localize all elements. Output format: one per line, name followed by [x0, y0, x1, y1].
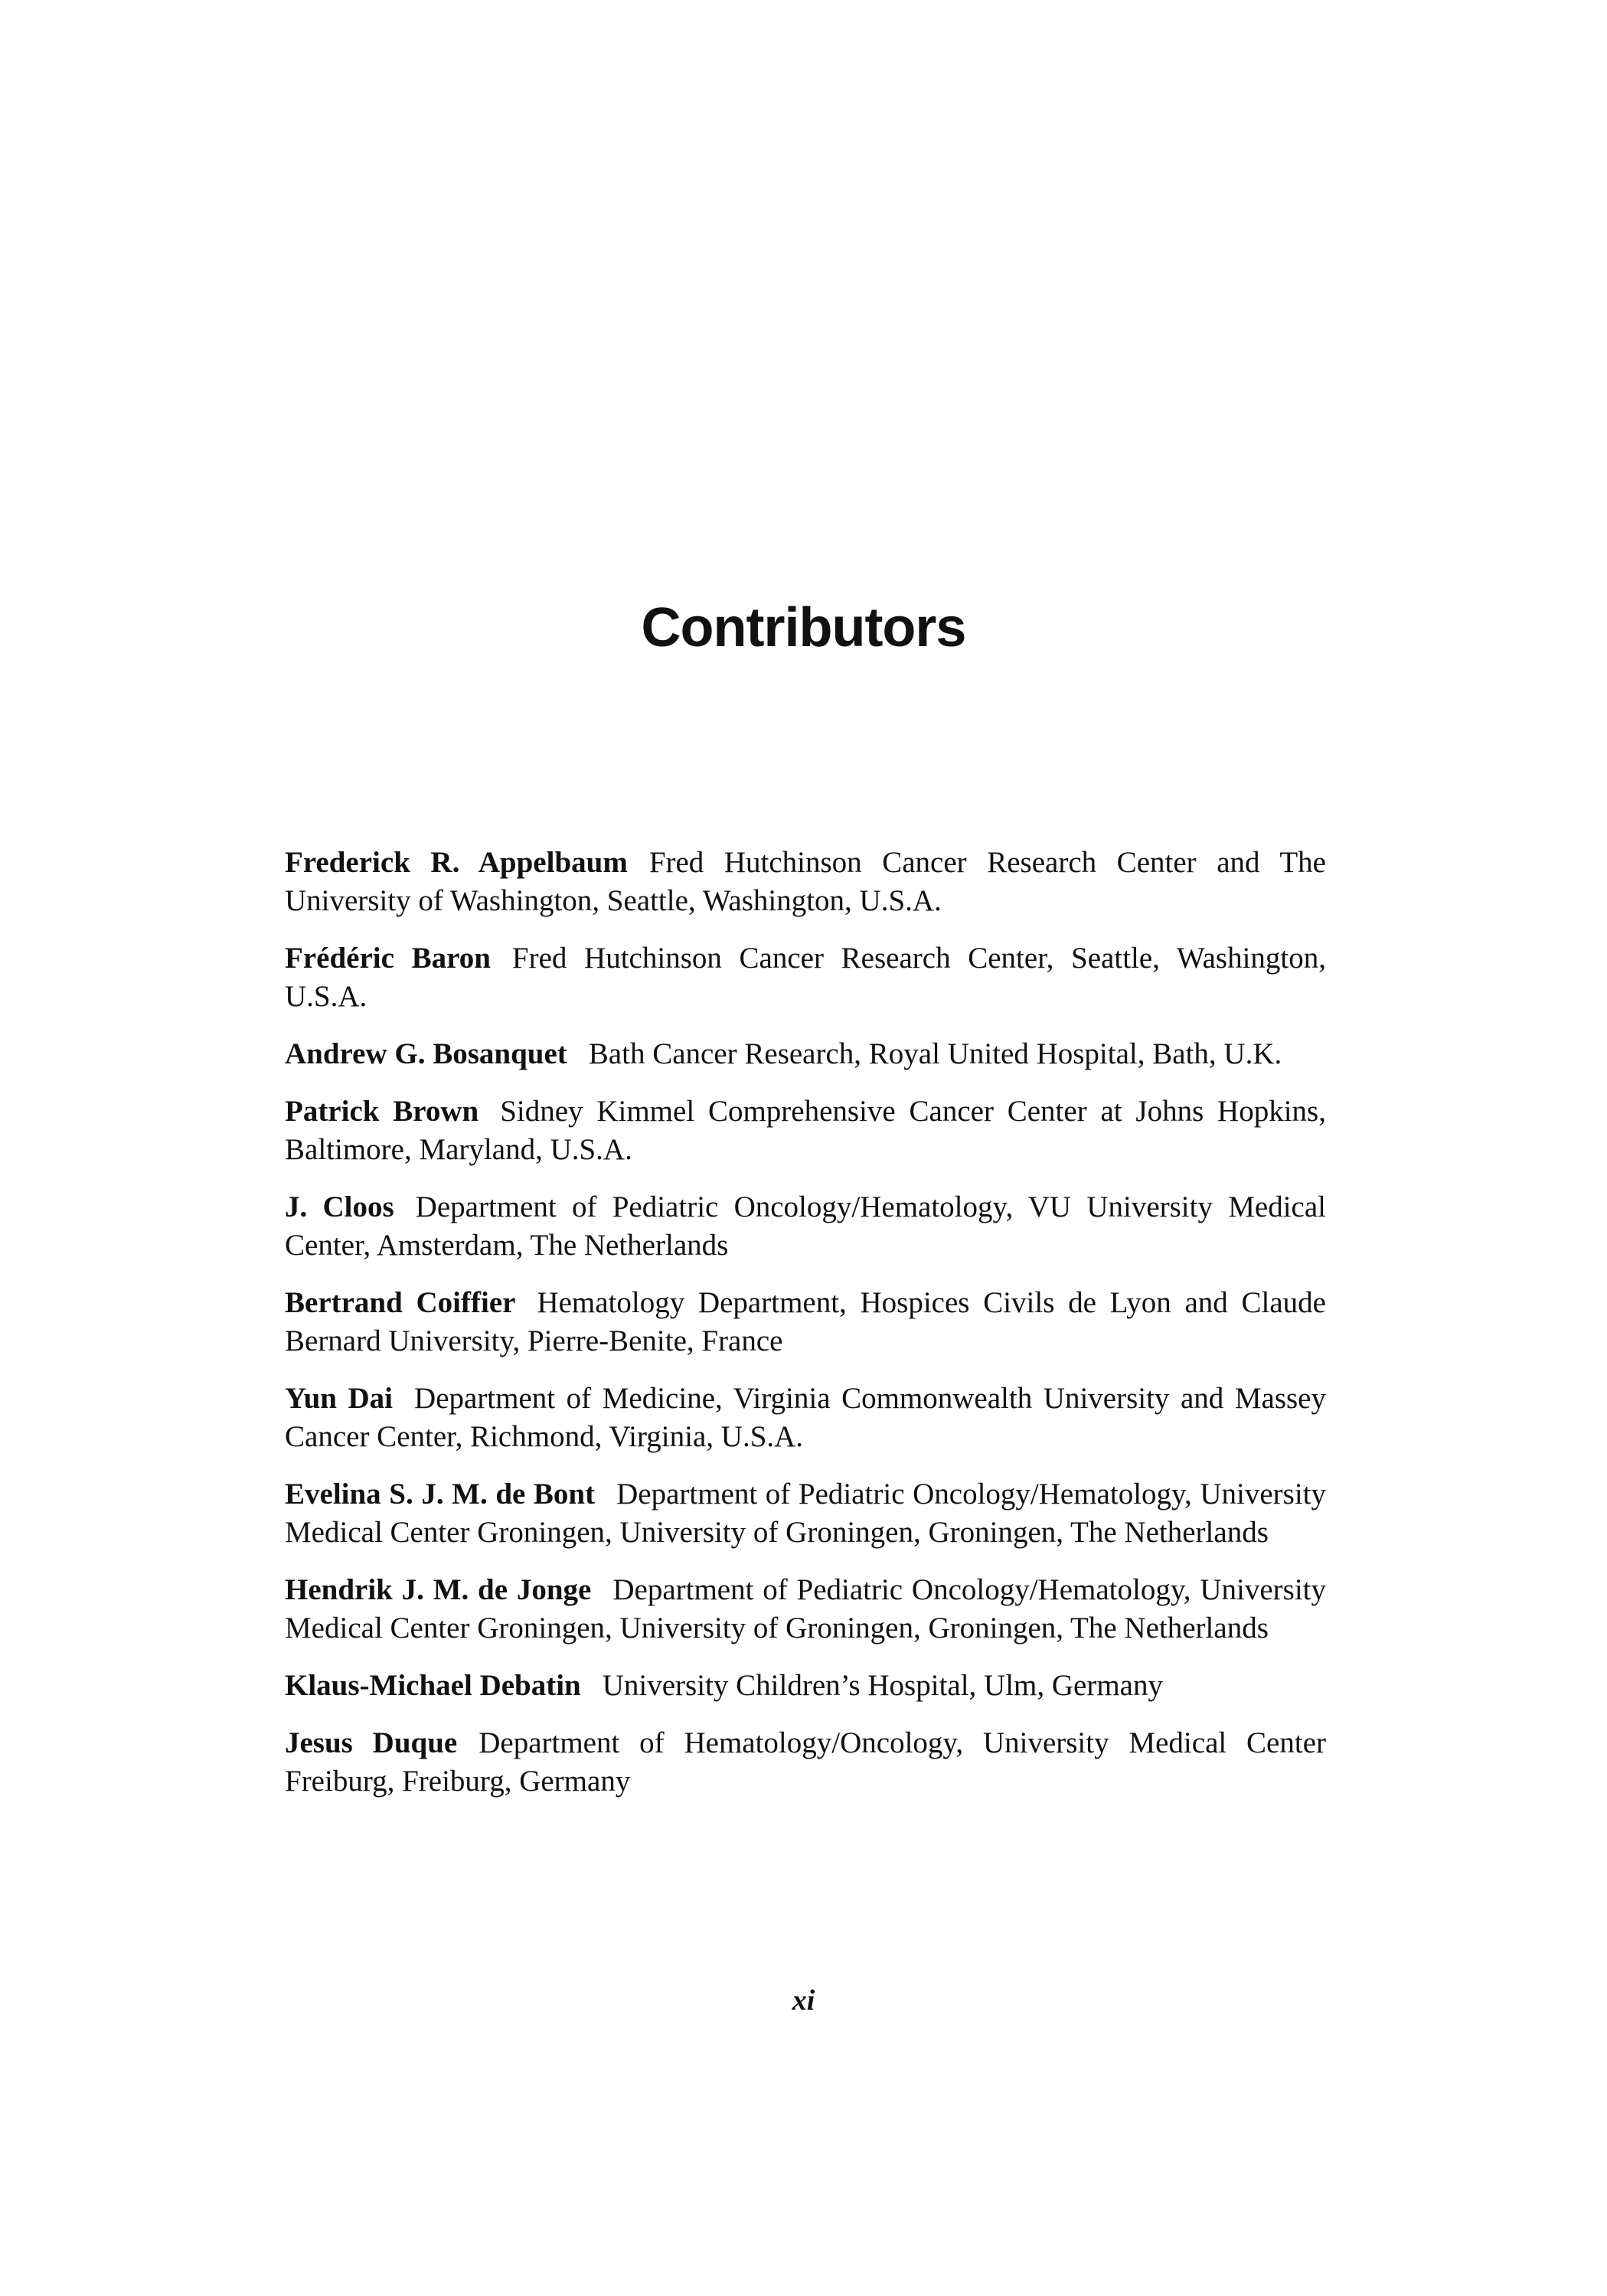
page-number: xi	[792, 1984, 815, 2017]
contributor-entry	[285, 1724, 1326, 1801]
contributor-entry	[285, 1667, 1326, 1705]
contributor-entry	[285, 1571, 1326, 1648]
contributor-entry	[285, 1475, 1326, 1552]
contributor-name: Evelina S. J. M. de Bont	[285, 1478, 596, 1511]
contributor-name: Frédéric Baron	[285, 942, 491, 975]
contributor-name: Patrick Brown	[285, 1095, 479, 1128]
contributor-affiliation: Sidney Kimmel Comprehensive Cancer Center at Johns Hopkins, Baltimore, Maryland, U.S.A.	[285, 1095, 1326, 1166]
contributor-affiliation: Department of Pediatric Oncology/Hematology, University Medical Center Groningen, University of Groningen, Groningen, The Netherlands	[285, 1478, 1327, 1549]
contributor-name: Klaus-Michael Debatin	[285, 1669, 581, 1702]
contributor-affiliation: University Children’s Hospital, Ulm, Germany	[602, 1669, 1163, 1702]
contributor-name: Yun Dai	[285, 1382, 394, 1415]
contributor-entry	[285, 844, 1326, 920]
contributor-name: Frederick R. Appelbaum	[285, 846, 628, 879]
contributor-affiliation: Fred Hutchinson Cancer Research Center, Seattle, Washington, U.S.A.	[285, 942, 1326, 1013]
contributor-name: Bertrand Coiffier	[285, 1286, 516, 1319]
contributor-affiliation: Department of Medicine, Virginia Commonwealth University and Massey Cancer Center, Richmond, Virginia, U.S.A.	[285, 1382, 1326, 1453]
contributor-entry	[285, 939, 1326, 1016]
contributor-name: Andrew G. Bosanquet	[285, 1037, 567, 1070]
page-title: Contributors	[641, 597, 966, 658]
contributor-affiliation: Bath Cancer Research, Royal United Hospital, Bath, U.K.	[588, 1037, 1282, 1070]
contributor-entry	[285, 1035, 1326, 1073]
contributor-name: Jesus Duque	[285, 1726, 458, 1759]
contributor-entry	[285, 1380, 1326, 1456]
contributor-entry	[285, 1092, 1326, 1169]
contributor-list	[285, 844, 1326, 1820]
contributor-affiliation: Department of Pediatric Oncology/Hematology, University Medical Center Groningen, University of Groningen, Groningen, The Netherlands	[285, 1573, 1326, 1644]
contributor-affiliation: Hematology Department, Hospices Civils de Lyon and Claude Bernard University, Pierre-Benite, France	[285, 1286, 1326, 1357]
contributor-affiliation: Department of Hematology/Oncology, University Medical Center Freiburg, Freiburg, Germany	[285, 1726, 1326, 1798]
contributor-entry	[285, 1188, 1326, 1265]
contributor-affiliation: Fred Hutchinson Cancer Research Center and The University of Washington, Seattle, Washington, U.S.A.	[285, 846, 1326, 917]
contributor-entry	[285, 1284, 1326, 1360]
contributor-name: J. Cloos	[285, 1190, 394, 1223]
contributor-affiliation: Department of Pediatric Oncology/Hematology, VU University Medical Center, Amsterdam, The Netherlands	[285, 1190, 1326, 1262]
contributor-name: Hendrik J. M. de Jonge	[285, 1573, 592, 1606]
